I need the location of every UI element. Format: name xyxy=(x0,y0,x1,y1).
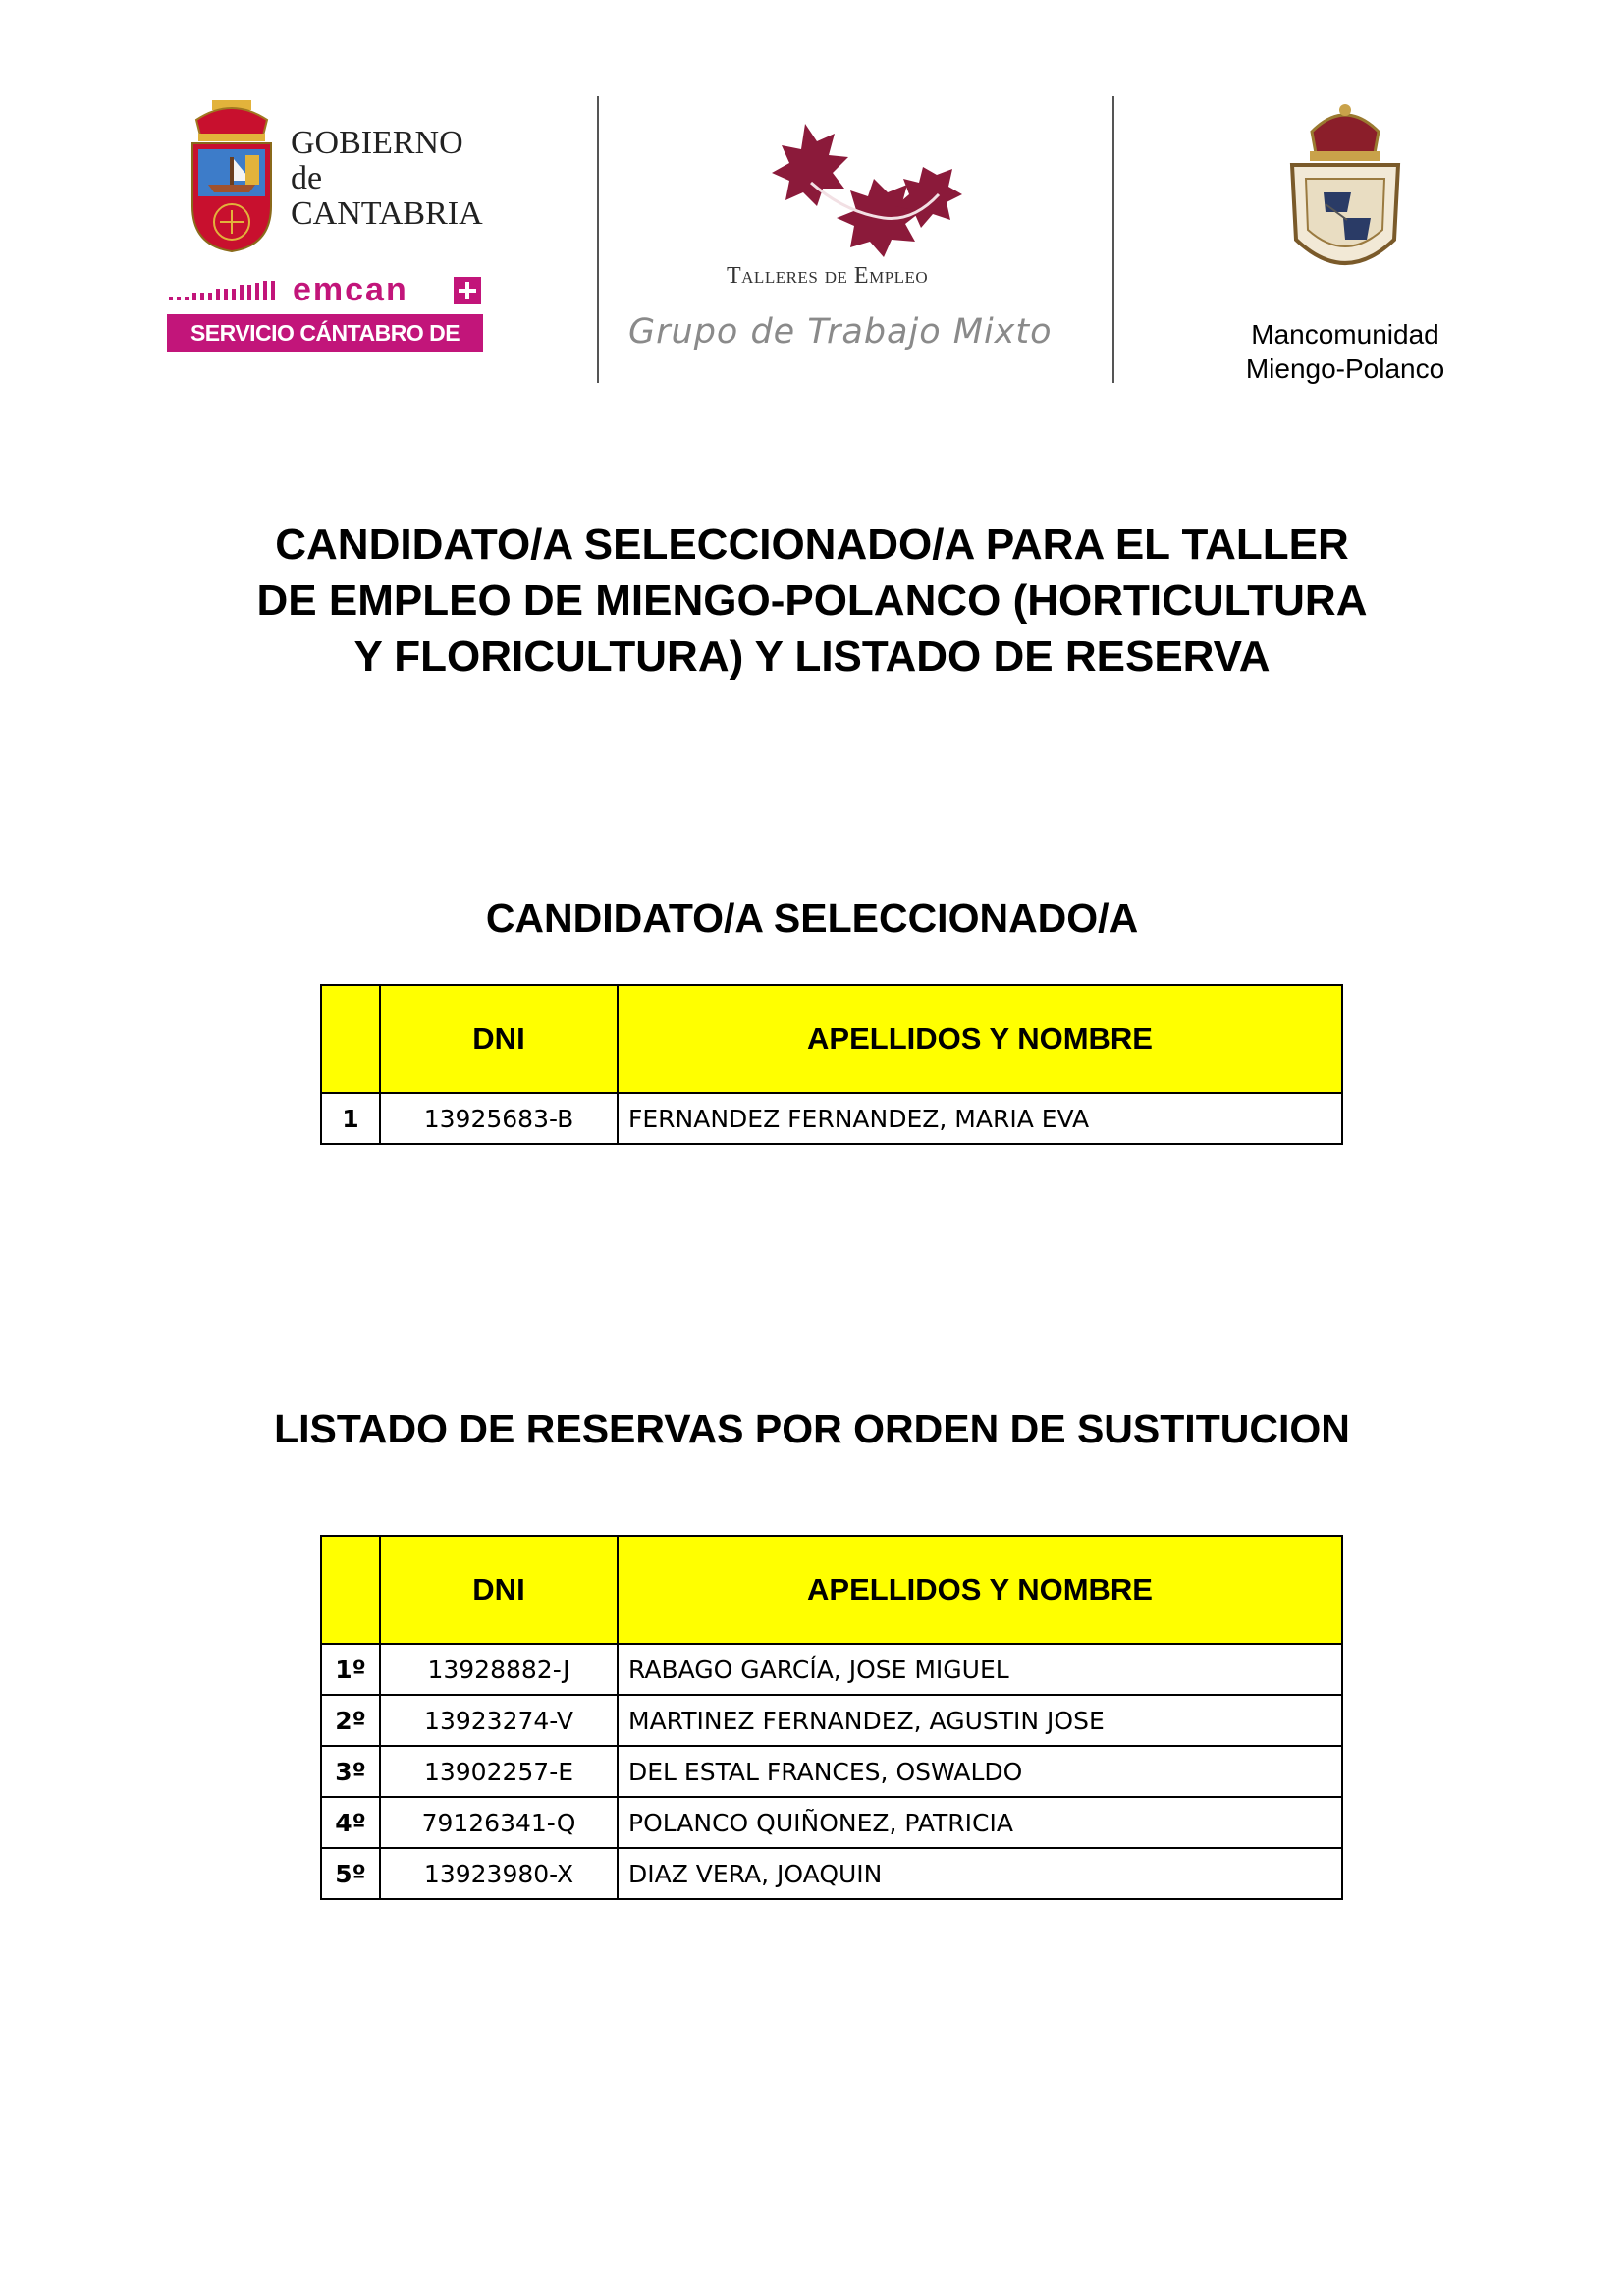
talleres-title: Talleres de Empleo xyxy=(727,263,929,289)
mancomunidad-coat-of-arms-icon xyxy=(1286,102,1404,287)
column-header-num xyxy=(321,1536,380,1644)
column-header-num xyxy=(321,985,380,1093)
emcan-dots-icon xyxy=(167,279,283,306)
row-number: 2º xyxy=(321,1695,380,1746)
mancomunidad-logo xyxy=(1159,96,1532,391)
row-dni: 79126341-Q xyxy=(380,1797,618,1848)
row-number: 1 xyxy=(321,1093,380,1144)
table-row xyxy=(321,1746,1342,1797)
row-name: DIAZ VERA, JOAQUIN xyxy=(618,1848,1342,1899)
table-header-row xyxy=(321,985,1342,1093)
row-number: 1º xyxy=(321,1644,380,1695)
table-row xyxy=(321,1797,1342,1848)
reserves-heading: LISTADO DE RESERVAS POR ORDEN DE SUSTITUCION xyxy=(274,1406,1350,1451)
row-dni: 13902257-E xyxy=(380,1746,618,1797)
row-dni: 13923274-V xyxy=(380,1695,618,1746)
column-header-name: APELLIDOS Y NOMBRE xyxy=(618,985,1342,1093)
row-name: POLANCO QUIÑONEZ, PATRICIA xyxy=(618,1797,1342,1848)
header-divider-right xyxy=(1112,96,1114,383)
table-header-row xyxy=(321,1536,1342,1644)
row-number: 5º xyxy=(321,1848,380,1899)
row-name: DEL ESTAL FRANCES, OSWALDO xyxy=(618,1746,1342,1797)
table-row xyxy=(321,1644,1342,1695)
document-title: CANDIDATO/A SELECCIONADO/A PARA EL TALLER DE EMPLEO DE MIENGO-POLANCO (HORTICULTURA Y FLORICULTURA) Y LISTADO DE RESERVA xyxy=(256,520,1368,680)
talleres-leaf-icon xyxy=(746,124,962,261)
table-row xyxy=(321,1093,1342,1144)
emcan-service-bar: SERVICIO CÁNTABRO DE EMPLEO xyxy=(167,314,483,352)
row-number: 3º xyxy=(321,1746,380,1797)
row-dni: 13928882-J xyxy=(380,1644,618,1695)
cantabria-coat-of-arms-icon xyxy=(187,98,277,253)
row-name: MARTINEZ FERNANDEZ, AGUSTIN JOSE xyxy=(618,1695,1342,1746)
row-dni: 13925683-B xyxy=(380,1093,618,1144)
reserves-table xyxy=(320,1535,1343,1900)
row-dni: 13923980-X xyxy=(380,1848,618,1899)
row-number: 4º xyxy=(321,1797,380,1848)
selected-heading: CANDIDATO/A SELECCIONADO/A xyxy=(485,896,1139,941)
grupo-trabajo-mixto: Grupo de Trabajo Mixto xyxy=(628,312,1053,352)
selected-table xyxy=(320,984,1343,1145)
emcan-wordmark: emcan xyxy=(293,271,408,308)
gobierno-line-2: de xyxy=(291,160,323,196)
header-divider-left xyxy=(597,96,599,383)
gobierno-line-3: CANTABRIA xyxy=(291,195,483,232)
row-name: RABAGO GARCÍA, JOSE MIGUEL xyxy=(618,1644,1342,1695)
column-header-dni: DNI xyxy=(380,985,618,1093)
talleres-empleo-logo xyxy=(609,116,1100,371)
gobierno-cantabria-logo xyxy=(167,96,511,383)
table-row xyxy=(321,1695,1342,1746)
column-header-name: APELLIDOS Y NOMBRE xyxy=(618,1536,1342,1644)
gobierno-line-1: GOBIERNO xyxy=(291,125,463,161)
emcan-plus-icon xyxy=(454,277,481,304)
row-name: FERNANDEZ FERNANDEZ, MARIA EVA xyxy=(618,1093,1342,1144)
table-row xyxy=(321,1848,1342,1899)
mancomunidad-name: Mancomunidad Miengo-Polanco xyxy=(1245,319,1445,384)
column-header-dni: DNI xyxy=(380,1536,618,1644)
